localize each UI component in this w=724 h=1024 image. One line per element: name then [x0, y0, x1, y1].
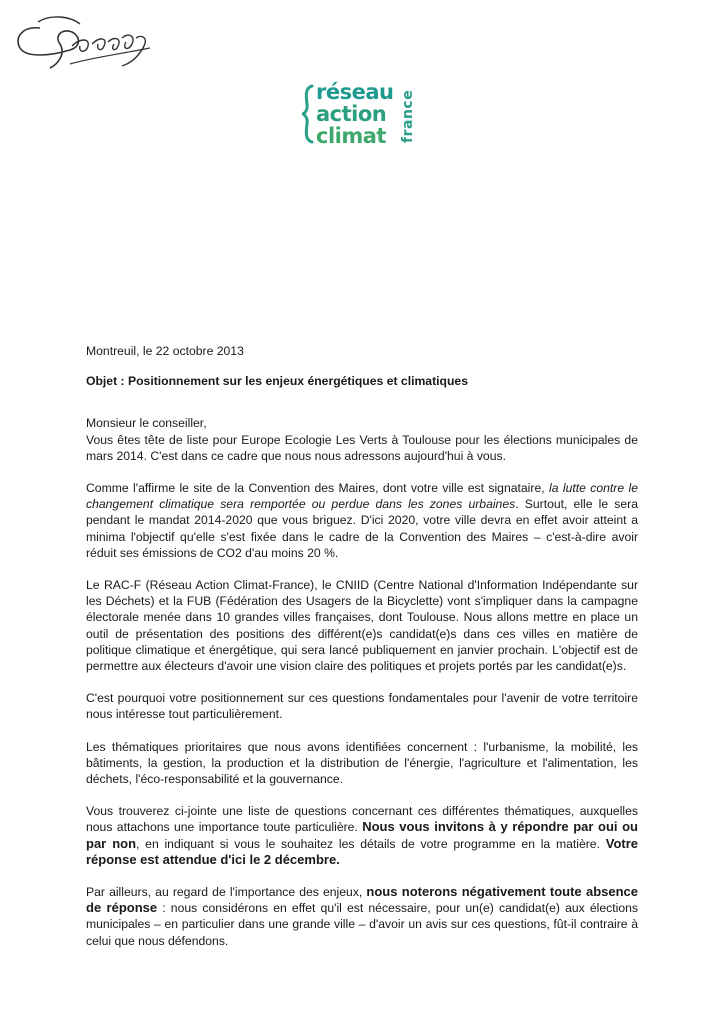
- paragraph-text: Vous trouverez ci-jointe une liste de questions concernant ces différentes thématiques, auxquelles nous attachons une importance toute particulière.: [86, 804, 638, 835]
- reseau-action-climat-logo: [300, 80, 425, 152]
- logo-word-climat: climat: [316, 124, 386, 148]
- paragraph-positioning: C'est pourquoi votre positionnement sur ces questions fondamentales pour l'avenir de votre territoire nous intéresse tout particulièrement.: [86, 691, 638, 722]
- paragraph-no-answer: [86, 884, 638, 949]
- bold-deadline: Votre réponse est attendue d'ici le 2 décembre.: [86, 835, 638, 867]
- logo-word-france: france: [400, 89, 416, 143]
- letter-subject: Objet : Positionnement sur les enjeux énergétiques et climatiques: [86, 374, 468, 389]
- paragraph-text: Par ailleurs, au regard de l'importance des enjeux,: [86, 885, 367, 900]
- logo-word-reseau: réseau: [316, 80, 394, 104]
- logo-bracket-icon: [302, 84, 314, 144]
- paragraph-text: Comme l'affirme le site de la Convention des Maires, dont votre ville est signataire,: [86, 481, 549, 496]
- paragraph-questions: [86, 803, 638, 868]
- italic-quote: la lutte contre le changement climatique sera remportée ou perdue dans les zones urbaines: [86, 481, 638, 512]
- paragraph-themes: Les thématiques prioritaires que nous avons identifiées concernent : l'urbanisme, la mobilité, les bâtiments, la gestion, la production et la distribution de l'énergie, l'agriculture et l'alimentation, les déchets, l'éco-responsabilité et la gouvernance.: [86, 739, 638, 787]
- paragraph-convention: [86, 480, 638, 561]
- paragraph-intro: Vous êtes tête de liste pour Europe Ecologie Les Verts à Toulouse pour les élections municipales de mars 2014. C'est dans ce cadre que nous nous adressons aujourd'hui à vous.: [86, 432, 638, 463]
- bold-warning: nous noterons négativement toute absence de réponse: [86, 884, 638, 916]
- salutation: Monsieur le conseiller,: [86, 416, 207, 431]
- paragraph-text: : nous considérons en effet qu'il est nécessaire, pour un(e) candidat(e) aux élections municipales – en particulier dans une grande ville – d'avoir un avis sur ces questions, fût-il contraire à celui que nous défendons.: [86, 901, 638, 948]
- handwritten-signature: [10, 8, 160, 78]
- logo-word-action: action: [316, 102, 387, 126]
- bold-invitation: Nous vous invitons à y répondre par oui ou par non: [86, 819, 638, 851]
- paragraph-text: . Surtout, elle le sera pendant le mandat 2014-2020 que vous briguez. D'ici 2020, votre ville devra en effet avoir atteint a minima l'objectif qu'elle s'est fixée dans le cadre de la Convention des Maires – c'est-à-dire avoir réduit ses émissions de CO2 d'au moins 20 %.: [86, 497, 638, 560]
- paragraph-text: , en indiquant si vous le souhaitez les détails de votre programme en la matière.: [136, 836, 606, 851]
- letter-body: [86, 343, 638, 949]
- paragraph-campaign: Le RAC-F (Réseau Action Climat-France), le CNIID (Centre National d'Information Indépendante sur les Déchets) et la FUB (Fédération des Usagers de la Bicyclette) vont s'impliquer dans la campagne électorale menée dans 10 grandes villes françaises, dont Toulouse. Nous allons mettre en place un outil de présentation des positions des différent(e)s candidat(e)s dans ces villes en matière de politique climatique et énergétique, qui sera lancé publiquement en janvier prochain. L'objectif est de permettre aux électeurs d'avoir une vision claire des politiques et projets portés par les candidat(e)s.: [86, 578, 638, 674]
- letter-date: Montreuil, le 22 octobre 2013: [86, 344, 244, 358]
